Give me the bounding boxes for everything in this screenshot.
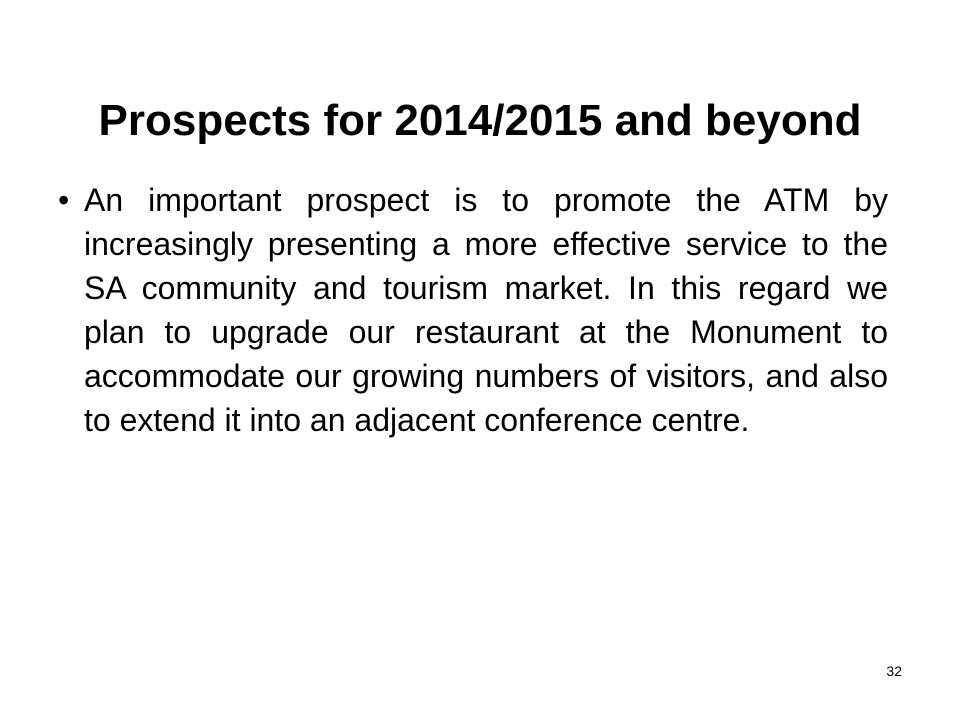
bullet-text: An important prospect is to promote the ATM by increasingly presenting a more effective service to the SA community and tourism market. In this regard we plan to upgrade our restaurant at the Monument to accommodate our growing numbers of visitors, and also to extend it into an adjacent conference centre. [84, 182, 888, 438]
page-number: 32 [886, 663, 902, 679]
bullet-item [58, 178, 888, 442]
bullet-icon: • [58, 182, 70, 218]
slide-title: Prospects for 2014/2015 and beyond [98, 96, 862, 146]
bullet-list [58, 178, 888, 442]
